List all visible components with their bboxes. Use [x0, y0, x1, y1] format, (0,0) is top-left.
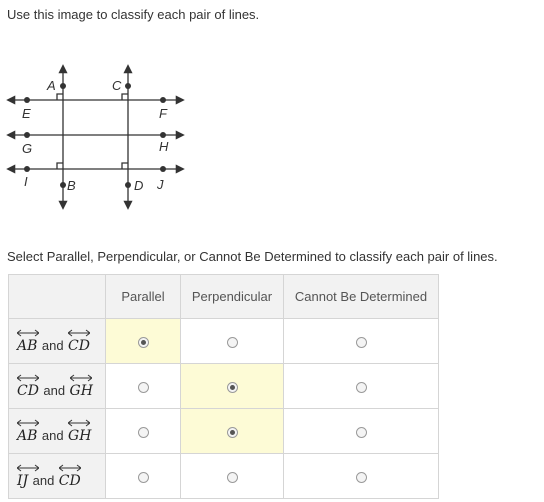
cell-perpendicular[interactable]: [181, 319, 284, 364]
and-word: and: [41, 337, 64, 353]
line-name-second: GH: [70, 374, 93, 399]
cell-perpendicular[interactable]: [181, 409, 284, 454]
radio-cannot-be-determined[interactable]: [356, 382, 367, 393]
table-row: [9, 409, 439, 454]
cell-cannot-be-determined[interactable]: [284, 454, 439, 499]
pair-label: [9, 409, 106, 454]
table-row: [9, 364, 439, 409]
radio-parallel[interactable]: [138, 382, 149, 393]
point-i: [24, 166, 30, 172]
point-e: [24, 97, 30, 103]
cell-perpendicular[interactable]: [181, 454, 284, 499]
label-e: E: [22, 106, 31, 121]
point-d: [125, 182, 131, 188]
point-j: [160, 166, 166, 172]
instruction-top: Use this image to classify each pair of lines.: [7, 7, 260, 22]
label-d: D: [134, 178, 144, 193]
label-f: F: [159, 106, 167, 121]
instruction-table: Select Parallel, Perpendicular, or Cannot Be Determined to classify each pair of lines.: [7, 249, 498, 264]
pair-label: [9, 319, 106, 364]
label-j: J: [157, 177, 164, 192]
cell-parallel[interactable]: [106, 454, 181, 499]
classification-table: [8, 274, 439, 499]
right-angle-mark: [57, 94, 63, 100]
point-c: [125, 83, 131, 89]
radio-cannot-be-determined[interactable]: [356, 427, 367, 438]
radio-parallel[interactable]: [138, 337, 149, 348]
label-c: C: [112, 78, 122, 93]
point-h: [160, 132, 166, 138]
line-name-first: AB: [17, 419, 37, 444]
cell-parallel[interactable]: [106, 364, 181, 409]
point-g: [24, 132, 30, 138]
right-angle-mark: [57, 163, 63, 169]
table-header-row: [9, 275, 439, 319]
cell-parallel[interactable]: [106, 409, 181, 454]
label-a: A: [47, 78, 56, 93]
radio-perpendicular[interactable]: [227, 337, 238, 348]
radio-perpendicular[interactable]: [227, 382, 238, 393]
pair-label: [9, 454, 106, 499]
header-cannot-be-determined: Cannot Be Determined: [284, 275, 439, 319]
cell-parallel[interactable]: [106, 319, 181, 364]
label-g: G: [22, 141, 33, 156]
radio-parallel[interactable]: [138, 472, 149, 483]
and-word: and: [43, 382, 66, 398]
radio-cannot-be-determined[interactable]: [356, 337, 367, 348]
and-word: and: [32, 472, 55, 488]
cell-cannot-be-determined[interactable]: [284, 409, 439, 454]
and-word: and: [41, 427, 64, 443]
line-name-first: CD: [17, 374, 39, 399]
label-b: B: [67, 178, 76, 193]
right-angle-mark: [122, 163, 128, 169]
cell-cannot-be-determined[interactable]: [284, 319, 439, 364]
header-parallel: Parallel: [106, 275, 181, 319]
radio-perpendicular[interactable]: [227, 472, 238, 483]
point-f: [160, 97, 166, 103]
pair-label: [9, 364, 106, 409]
point-b: [60, 182, 66, 188]
line-name-first: IJ: [17, 464, 28, 489]
line-figure: [0, 58, 200, 216]
radio-cannot-be-determined[interactable]: [356, 472, 367, 483]
table-row: [9, 454, 439, 499]
label-i: I: [24, 174, 28, 189]
right-angle-mark: [122, 94, 128, 100]
cell-cannot-be-determined[interactable]: [284, 364, 439, 409]
label-h: H: [159, 139, 169, 154]
line-name-second: CD: [68, 329, 90, 354]
header-empty: [9, 275, 106, 319]
line-name-first: AB: [17, 329, 37, 354]
table-row: [9, 319, 439, 364]
radio-parallel[interactable]: [138, 427, 149, 438]
line-name-second: CD: [59, 464, 81, 489]
line-name-second: GH: [68, 419, 91, 444]
point-a: [60, 83, 66, 89]
header-perpendicular: Perpendicular: [181, 275, 284, 319]
cell-perpendicular[interactable]: [181, 364, 284, 409]
radio-perpendicular[interactable]: [227, 427, 238, 438]
